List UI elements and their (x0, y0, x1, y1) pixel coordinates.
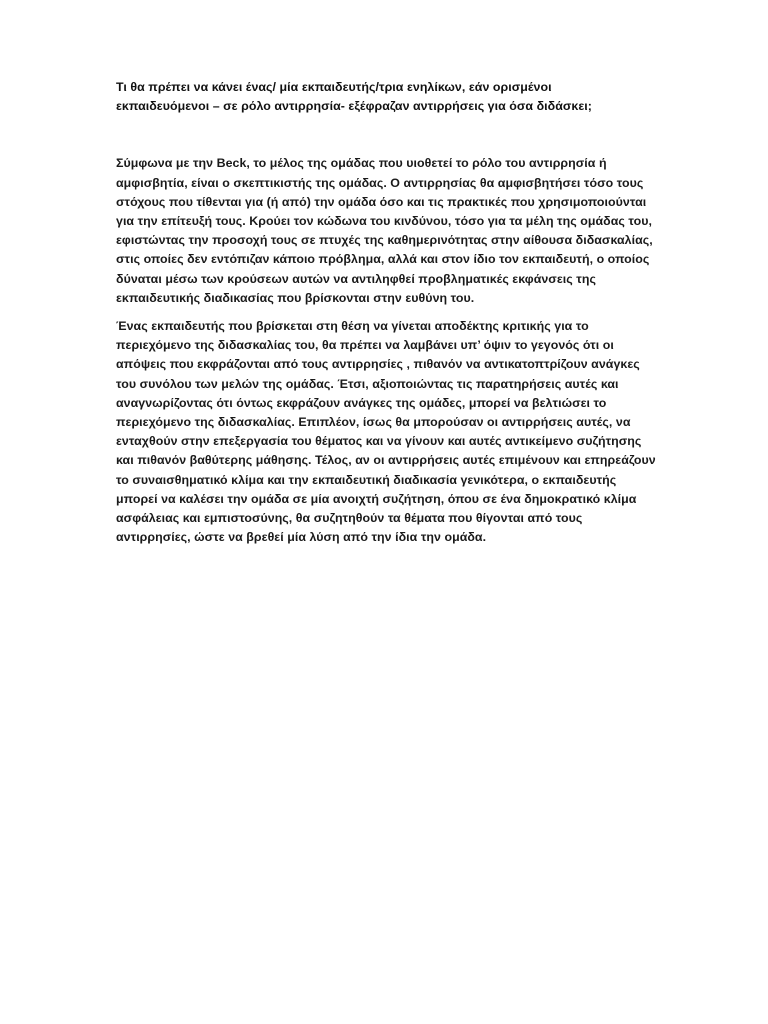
paragraph-line: περιεχόμενο της διδασκαλίας του, θα πρέπει να λαμβάνει υπ’ όψιν το γεγονός ότι οι (116, 338, 614, 353)
paragraph-line: αμφισβητία, είναι ο σκεπτικιστής της ομάδας. Ο αντιρρησίας θα αμφισβητήσει τόσο τους (116, 175, 644, 190)
question-heading (116, 78, 656, 116)
paragraph-line: αναγνωρίζοντας ότι όντως εκφράζουν ανάγκες της ομάδες, μπορεί να βελτιώσει το (116, 395, 607, 410)
paragraph-line: Σύμφωνα με την Beck, το μέλος της ομάδας που υιοθετεί το ρόλο του αντιρρησία ή (116, 156, 607, 171)
paragraph-line: περιεχόμενο της διδασκαλίας. Επιπλέον, ίσως θα μπορούσαν οι αντιρρήσεις αυτές, να (116, 415, 631, 430)
paragraph-line: στις οποίες δεν εντόπιζαν κάποιο πρόβλημα, αλλά και στον ίδιο τον εκπαιδευτή, ο οποίος (116, 252, 650, 267)
paragraph-line: αντιρρησίες, ώστε να βρεθεί μία λύση από την ίδια την ομάδα. (116, 530, 487, 545)
paragraph-1 (116, 154, 656, 308)
paragraph-line: ενταχθούν στην επεξεργασία του θέματος και να γίνουν και αυτές αντικείμενο συζήτησης (116, 434, 642, 449)
paragraph-line: μπορεί να καλέσει την ομάδα σε μία ανοιχτή συζήτηση, όπου σε ένα δημοκρατικό κλίμα (116, 491, 637, 506)
question-line: εκπαιδευόμενοι – σε ρόλο αντιρρησία- εξέφραζαν αντιρρήσεις για όσα διδάσκει; (116, 99, 592, 114)
paragraph-line: και πιθανόν βαθύτερης μάθησης. Τέλος, αν οι αντιρρήσεις αυτές επιμένουν και επηρεάζουν (116, 453, 656, 468)
question-line: Τι θα πρέπει να κάνει ένας/ μία εκπαιδευτής/τρια ενηλίκων, εάν ορισμένοι (116, 80, 552, 94)
document-content (116, 78, 656, 547)
paragraph-line: ασφάλειας και εμπιστοσύνης, θα συζητηθούν τα θέματα που θίγονται από τους (116, 511, 583, 526)
paragraph-line: στόχους που τίθενται για (ή από) την ομάδα όσο και τις πρακτικές που χρησιμοποιούνται (116, 194, 647, 209)
paragraph-2 (116, 317, 656, 547)
paragraph-line: δύναται μέσω των κρούσεων αυτών να αντιληφθεί προβληματικές εκφάνσεις της (116, 271, 596, 286)
paragraph-line: για την επίτευξή τους. Κρούει τον κώδωνα του κινδύνου, τόσο για τα μέλη της ομάδας του, (116, 214, 652, 229)
paragraph-line: του συνόλου των μελών της ομάδας. Έτσι, αξιοποιώντας τις παρατηρήσεις αυτές και (116, 376, 619, 391)
paragraph-line: εφιστώντας την προσοχή τους σε πτυχές της καθημερινότητας στην αίθουσα διδασκαλίας, (116, 233, 653, 248)
paragraph-line: εκπαιδευτικής διαδικασίας που βρίσκονται στην ευθύνη του. (116, 290, 475, 305)
paragraph-line: το συναισθηματικό κλίμα και την εκπαιδευτική διαδικασία γενικότερα, ο εκπαιδευτής (116, 472, 617, 487)
paragraph-line: απόψεις που εκφράζονται από τους αντιρρησίες , πιθανόν να αντικατοπτρίζουν ανάγκες (116, 357, 640, 372)
paragraph-line: Ένας εκπαιδευτής που βρίσκεται στη θέση να γίνεται αποδέκτης κριτικής για το (116, 319, 589, 334)
